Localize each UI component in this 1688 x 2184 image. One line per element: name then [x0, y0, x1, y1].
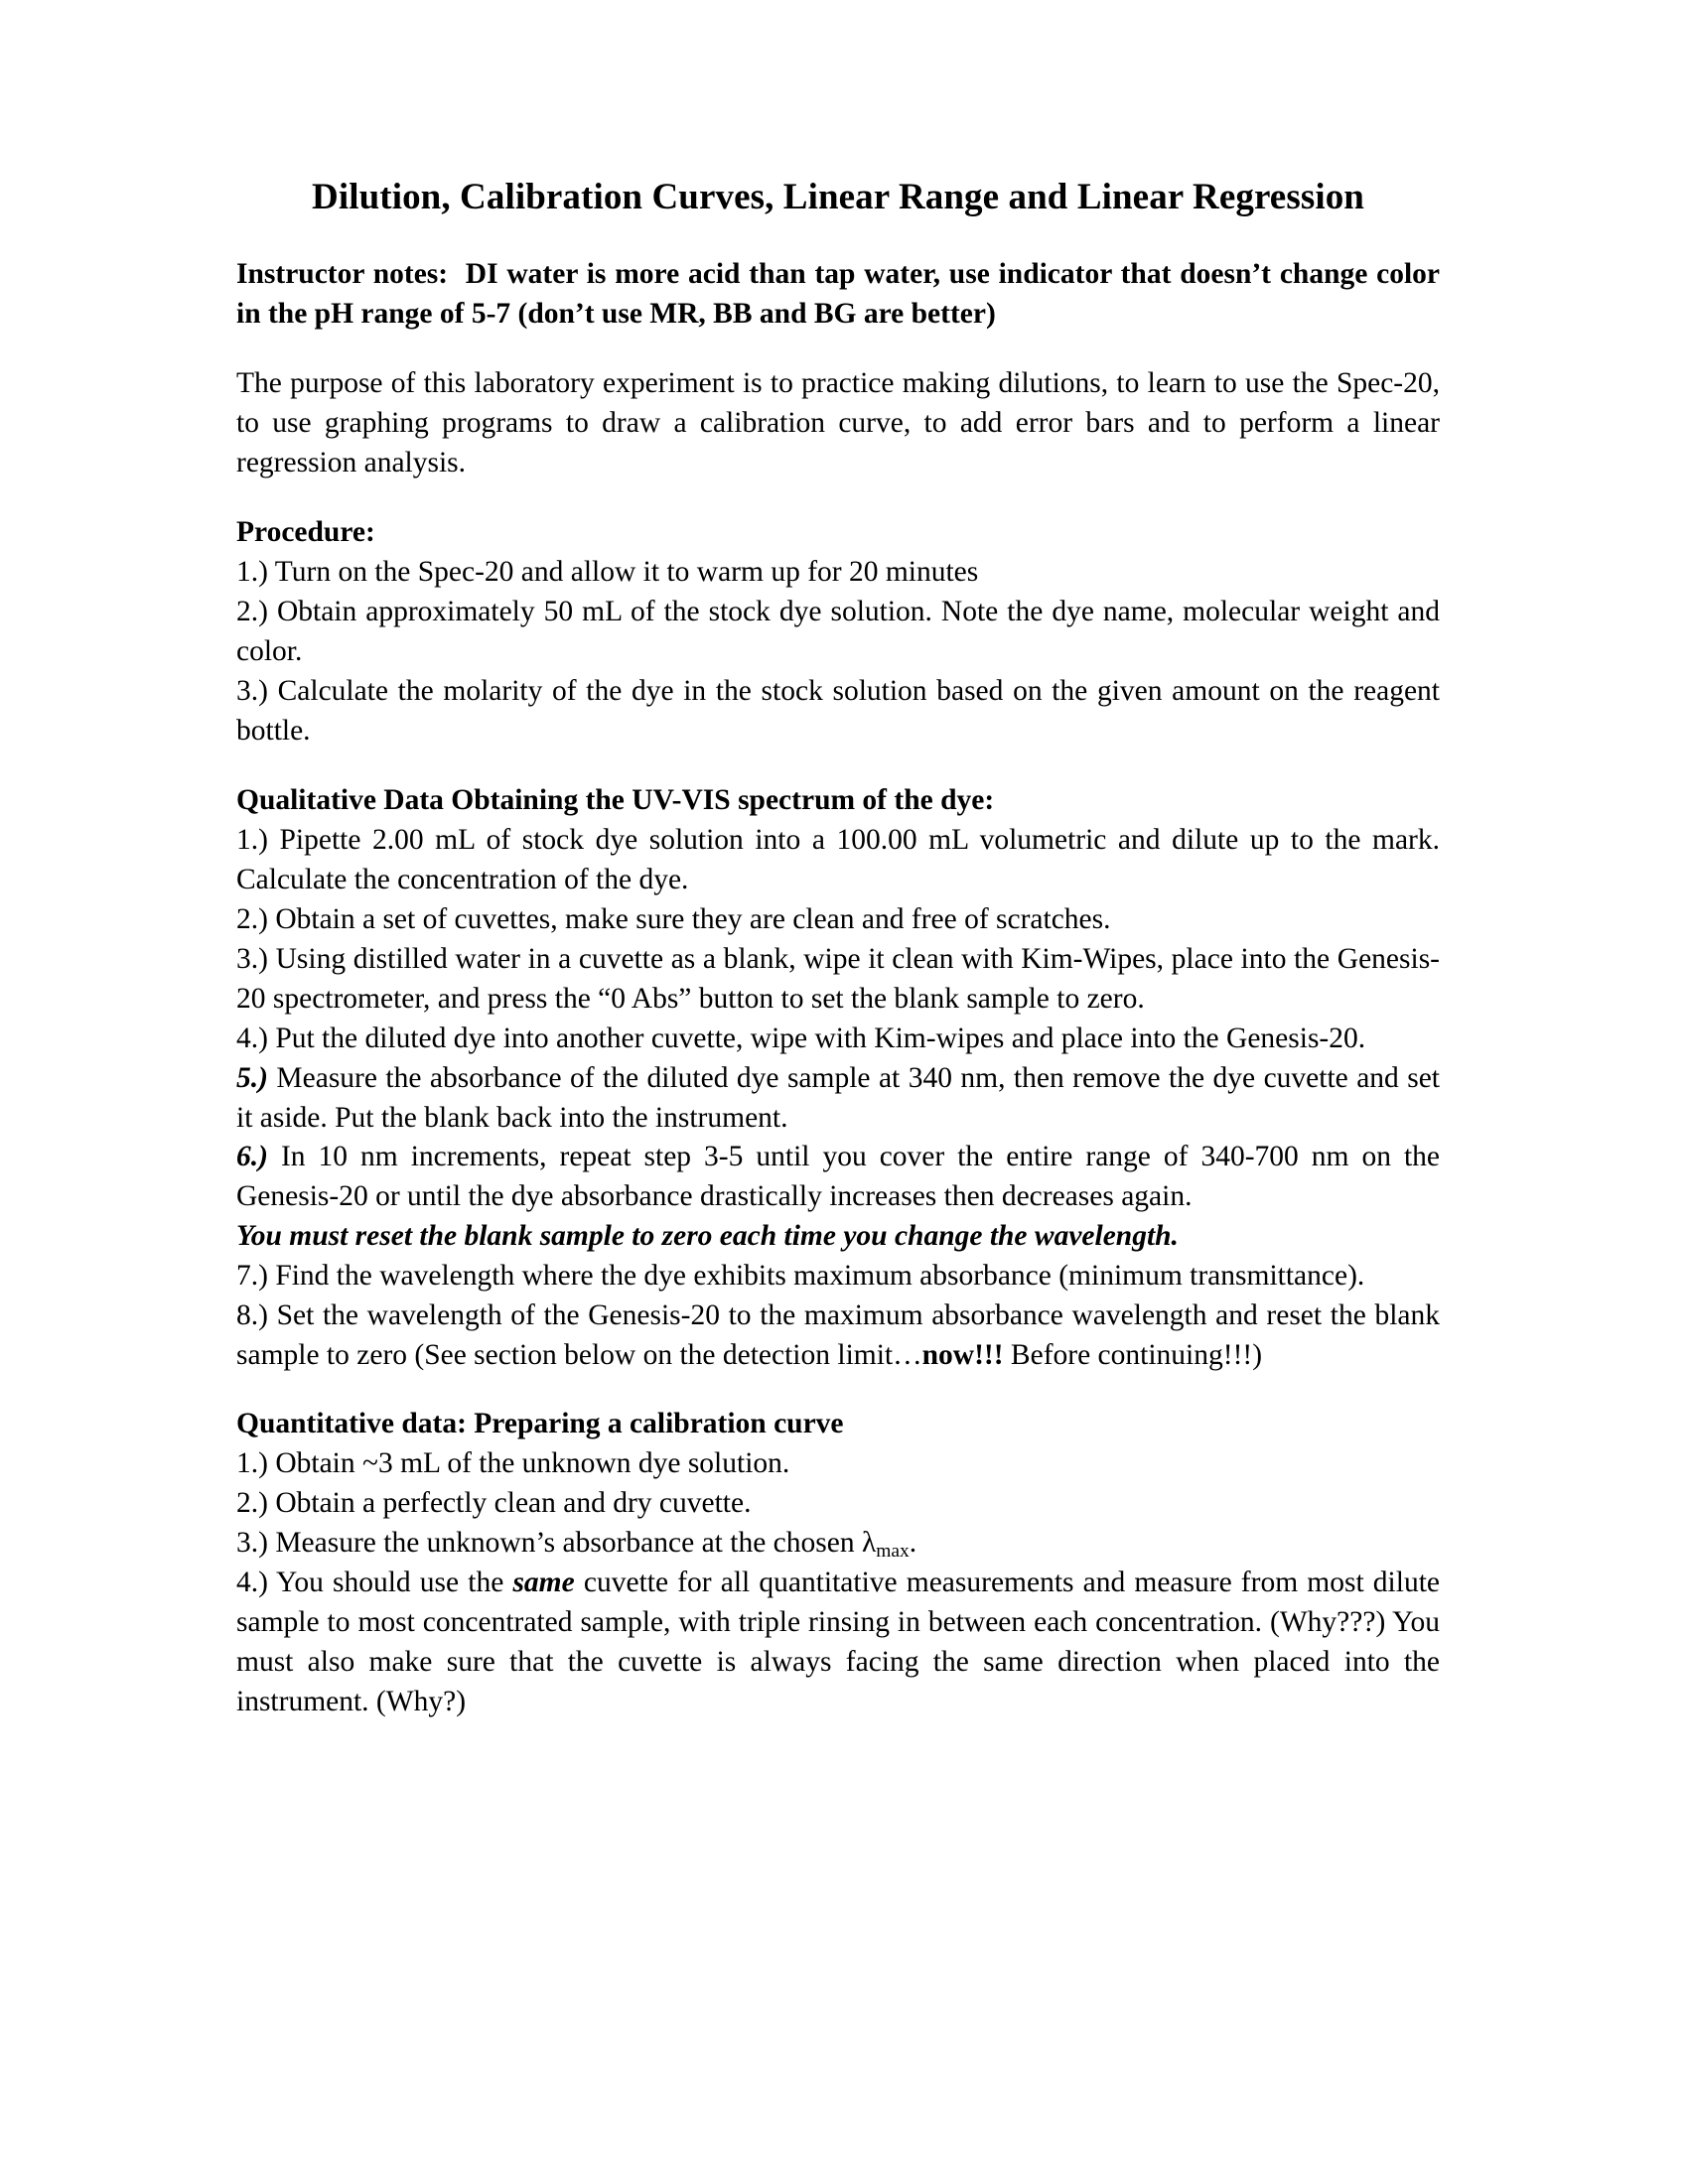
- qualitative-item-5: [236, 1059, 1440, 1139]
- qualitative-data-heading: Qualitative Data Obtaining the UV-VIS spectrum of the dye:: [236, 783, 995, 816]
- procedure-item-3: 3.) Calculate the molarity of the dye in the stock solution based on the given amount on the reagent bottle.: [236, 674, 1440, 747]
- quantitative-item-4-prefix: 4.) You should use the: [236, 1567, 513, 1599]
- qualitative-item-4: 4.) Put the diluted dye into another cuvette, wipe with Kim-wipes and place into the Genesis-20.: [236, 1022, 1366, 1054]
- quantitative-item-4-suffix: cuvette for all quantitative measurements and measure from most dilute sample to most concentrated sample, with triple rinsing in between each concentration. (Why???) You must also make sure that the cuvette is always facing the same direction when placed into the instrument. (Why?): [236, 1567, 1440, 1718]
- qualitative-item-8: [236, 1297, 1440, 1376]
- qualitative-item-8-suffix: Before continuing!!!): [1003, 1339, 1263, 1372]
- quantitative-item-4: [236, 1564, 1440, 1722]
- instructor-notes-text: DI water is more acid than tap water, use indicator that doesn’t change color in the pH range of 5-7 (don’t use MR, BB and BG are better): [236, 258, 1441, 331]
- quantitative-item-2: 2.) Obtain a perfectly clean and dry cuvette.: [236, 1487, 752, 1520]
- qualitative-item-2: 2.) Obtain a set of cuvettes, make sure they are clean and free of scratches.: [236, 902, 1111, 935]
- document-title: Dilution, Calibration Curves, Linear Range and Linear Regression: [312, 177, 1364, 217]
- procedure-item-2: 2.) Obtain approximately 50 mL of the stock dye solution. Note the dye name, molecular weight and color.: [236, 595, 1440, 667]
- spacer-after-qualitative: [236, 1376, 1440, 1405]
- qualitative-item-5-text: Measure the absorbance of the diluted dye sample at 340 nm, then remove the dye cuvette and set it aside. Put the blank back into the instrument.: [236, 1061, 1440, 1134]
- instructor-notes-spacer: [448, 258, 466, 290]
- purpose-paragraph: The purpose of this laboratory experiment is to practice making dilutions, to learn to use the Spec-20, to use graphing programs to draw a calibration curve, to add error bars and to perform a linear regression analysis.: [236, 367, 1440, 478]
- quantitative-item-4-emphasis: same: [512, 1567, 575, 1599]
- qualitative-item-8-bold: now!!!: [921, 1339, 1004, 1372]
- qualitative-item-6-emphasis: You must reset the blank sample to zero each time you change the wavelength.: [236, 1220, 1179, 1253]
- qualitative-item-3: 3.) Using distilled water in a cuvette as a blank, wipe it clean with Kim-Wipes, place into the Genesis-20 spectrometer, and press the “0 Abs” button to set the blank sample to zero.: [236, 942, 1440, 1015]
- qualitative-item-6-space: [268, 1141, 281, 1172]
- spacer-after-purpose: [236, 483, 1440, 513]
- quantitative-item-3: [236, 1524, 1440, 1564]
- qualitative-item-6: [236, 1138, 1440, 1217]
- spacer-after-procedure: [236, 751, 1440, 781]
- quantitative-data-heading: Quantitative data: Preparing a calibration curve: [236, 1408, 844, 1440]
- procedure-heading: Procedure:: [236, 515, 375, 548]
- instructor-notes-paragraph: [236, 255, 1440, 335]
- qualitative-item-5-number: 5.): [236, 1061, 268, 1094]
- qualitative-item-6-text: In 10 nm increments, repeat step 3-5 until you cover the entire range of 340-700 nm on the Genesis-20 or until the dye absorbance drastically increases then decreases again.: [236, 1141, 1440, 1213]
- qualitative-item-1: 1.) Pipette 2.00 mL of stock dye solution into a 100.00 mL volumetric and dilute up to the mark. Calculate the concentration of the dye.: [236, 823, 1440, 895]
- quantitative-item-3-suffix: .: [909, 1527, 917, 1560]
- qualitative-item-6-number: 6.): [236, 1141, 268, 1173]
- instructor-notes-label: Instructor notes:: [236, 258, 449, 291]
- qualitative-item-8-prefix: 8.) Set the wavelength of the Genesis-20 to the maximum absorbance wavelength and reset the blank sample to zero (See section below on the detection limit…: [236, 1299, 1440, 1372]
- qualitative-item-7: 7.) Find the wavelength where the dye exhibits maximum absorbance (minimum transmittance).: [236, 1260, 1365, 1293]
- lambda-max-subscript: max: [876, 1541, 910, 1563]
- procedure-item-1: 1.) Turn on the Spec-20 and allow it to warm up for 20 minutes: [236, 555, 979, 588]
- quantitative-item-3-prefix: 3.) Measure the unknown’s absorbance at the chosen λ: [236, 1527, 877, 1560]
- spacer-after-instructor-notes: [236, 335, 1440, 364]
- quantitative-item-1: 1.) Obtain ~3 mL of the unknown dye solution.: [236, 1447, 790, 1480]
